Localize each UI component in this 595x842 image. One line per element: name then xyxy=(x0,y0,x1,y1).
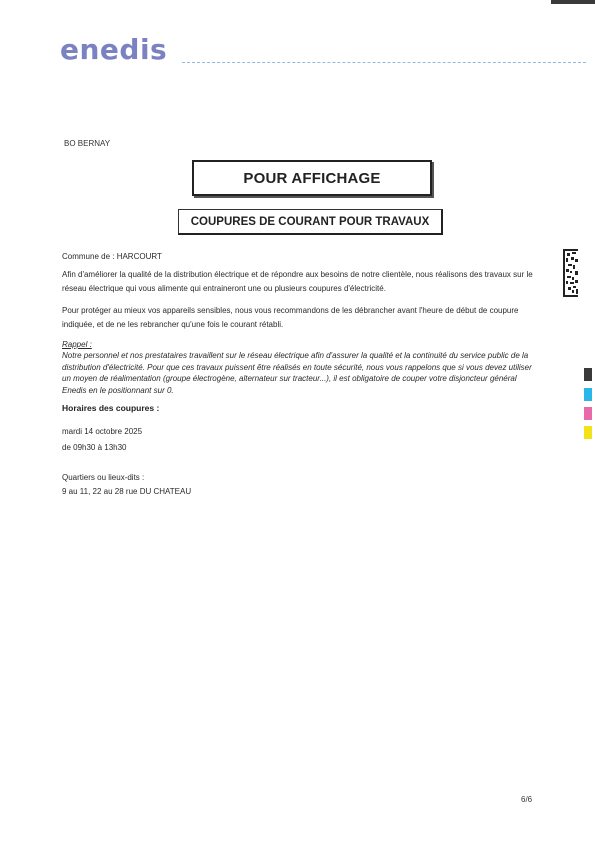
scan-color-mark-yellow xyxy=(584,426,592,439)
scan-color-mark-black xyxy=(584,368,592,381)
sender-office: BO BERNAY xyxy=(64,139,111,148)
outage-hours-title: Horaires des coupures : xyxy=(62,403,160,413)
main-heading-box xyxy=(192,160,432,196)
sub-heading-box xyxy=(178,209,443,235)
scan-color-mark-cyan xyxy=(584,388,592,401)
rappel-paragraph: Notre personnel et nos prestataires travaillent sur le réseau électrique afin d'assurer la qualité et la continuité du service public de la distribution d'électricité. Pour que ces travaux puissent être réalisés en toute sécurité, nous vous rappelons que si vous devez utiliser un moyen de réalimentation (groupe électrogène, alternateur sur tracteur...), il est obligatoire de couper votre disjoncteur général Enedis en le positionnant sur 0. xyxy=(62,351,532,395)
protection-paragraph: Pour protéger au mieux vos appareils sensibles, nous vous recommandons de les débrancher avant l'heure de début de coupure indiquée, et de ne les rebrancher qu'une fois le courant rétabli. xyxy=(62,306,519,329)
intro-paragraph: Afin d'améliorer la qualité de la distribution électrique et de répondre aux besoins de notre clientèle, nous réalisons des travaux sur le réseau électrique qui vous alimente qui entraineront une ou plusieurs coupures d'électricité. xyxy=(62,270,533,293)
affected-streets: 9 au 11, 22 au 28 rue DU CHATEAU xyxy=(62,487,192,496)
sub-heading: COUPURES DE COURANT POUR TRAVAUX xyxy=(190,215,430,228)
logo-divider xyxy=(182,62,586,63)
outage-date: mardi 14 octobre 2025 xyxy=(62,427,143,436)
enedis-logo: enedis xyxy=(60,33,168,66)
scan-color-mark-magenta xyxy=(584,407,592,420)
page-number: 6/6 xyxy=(521,795,533,804)
commune-line: Commune de : HARCOURT xyxy=(62,252,162,261)
outage-time-range: de 09h30 à 13h30 xyxy=(62,443,127,452)
rappel-title: Rappel : xyxy=(62,340,92,349)
qr-code-icon xyxy=(563,249,578,297)
affected-areas-title: Quartiers ou lieux-dits : xyxy=(62,473,145,482)
main-heading: POUR AFFICHAGE xyxy=(243,169,381,187)
scan-edge-bar xyxy=(551,0,595,4)
